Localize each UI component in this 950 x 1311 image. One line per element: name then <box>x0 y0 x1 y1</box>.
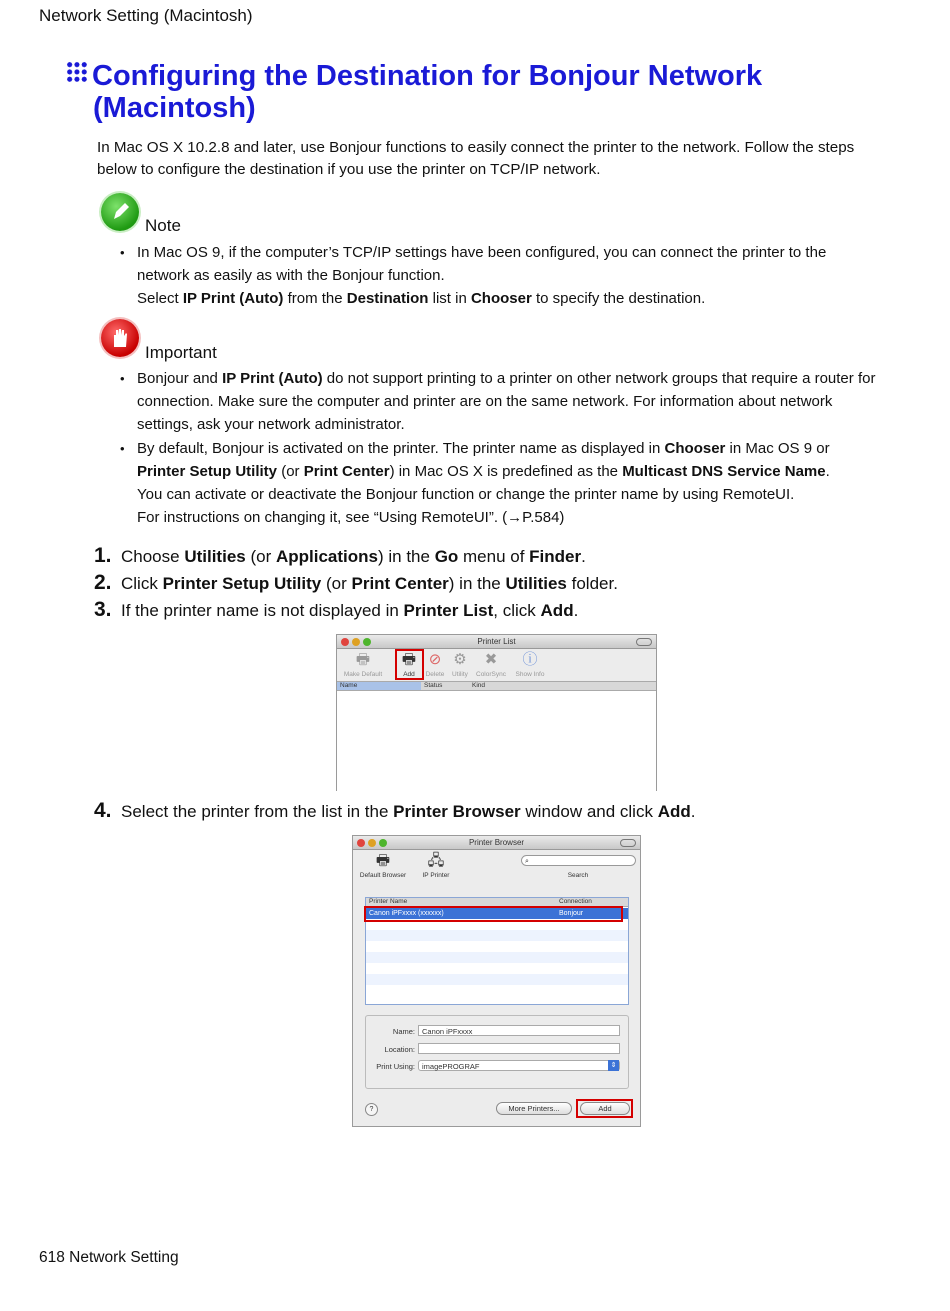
row-connection: Bonjour <box>559 910 584 917</box>
step-number: 1. <box>94 544 112 567</box>
step-1 <box>94 545 586 568</box>
print-using-value: imagePROGRAF <box>422 1062 480 1071</box>
minimize-dot-icon[interactable] <box>368 839 376 847</box>
note-bullet: • In Mac OS 9, if the computer’s TCP/IP settings have been configured, you can connect the printer to the network as easily as with the Bonjour function. Select IP Print (Auto) from the Destination list in Chooser to specify the destination. <box>120 244 827 307</box>
step-text: Choose <box>121 547 185 566</box>
step-text: , click <box>493 601 541 620</box>
more-printers-button[interactable]: More Printers... <box>496 1102 572 1115</box>
step-text: If the printer name is not displayed in <box>121 601 404 620</box>
note-bold: IP Print (Auto) <box>182 290 284 307</box>
column-label: Printer Name <box>369 898 408 905</box>
step-text: ) in the <box>448 574 506 593</box>
step-3 <box>94 599 578 622</box>
toolbar-label: Show Info <box>515 671 545 678</box>
step-2 <box>94 572 618 595</box>
search-label: Search <box>567 872 589 879</box>
important-text: By default, Bonjour is activated on the printer. The printer name as displayed in <box>137 440 665 457</box>
step-bold: Go <box>434 547 459 566</box>
printer-icon: 🖶 <box>375 852 391 869</box>
toolbar-label: IP Printer <box>422 872 450 879</box>
note-label: Note <box>145 216 181 235</box>
print-using-select[interactable] <box>418 1060 620 1071</box>
step-bold: Add <box>657 802 691 821</box>
step-bold: Printer Setup Utility <box>162 574 322 593</box>
note-bold: Destination <box>346 290 429 307</box>
name-label: Name: <box>392 1027 415 1036</box>
important-text: in Mac OS 9 or <box>725 440 830 457</box>
toolbar-toggle-icon[interactable] <box>620 839 636 847</box>
table-row[interactable] <box>366 952 628 963</box>
important-bold: Chooser <box>664 440 726 457</box>
note-text-part: Select <box>137 290 183 307</box>
step-text: . <box>581 547 586 566</box>
close-dot-icon[interactable] <box>357 839 365 847</box>
search-icon: ⌕ <box>525 858 529 865</box>
ip-printer-button[interactable] <box>419 852 453 879</box>
step-number: 3. <box>94 598 112 621</box>
step-bold: Finder <box>529 547 582 566</box>
section-grid-icon <box>66 61 88 83</box>
step-bold: Utilities <box>505 574 567 593</box>
step-text: Select the printer from the list in the <box>121 802 394 821</box>
utility-icon: ⚙ <box>453 651 467 668</box>
help-icon[interactable]: ? <box>365 1103 378 1116</box>
note-text-part: from the <box>283 290 347 307</box>
important-bold: Print Center <box>303 463 390 480</box>
column-status[interactable] <box>421 682 469 691</box>
note-bold: Chooser <box>470 290 532 307</box>
window-titlebar <box>353 836 640 850</box>
step-bold: Add <box>540 601 574 620</box>
important-text: For instructions on changing it, see “Using RemoteUI”. (→P.584) <box>137 509 565 526</box>
minimize-dot-icon[interactable] <box>352 638 360 646</box>
add-button[interactable]: Add <box>580 1102 630 1115</box>
delete-button[interactable] <box>423 651 447 678</box>
info-icon: ⓘ <box>522 651 538 668</box>
delete-icon: ⊘ <box>428 651 442 668</box>
highlight-box <box>576 1099 633 1118</box>
title-line-2: (Macintosh) <box>93 92 256 124</box>
window-title: Printer List <box>477 637 516 646</box>
zoom-dot-icon[interactable] <box>379 839 387 847</box>
location-label: Location: <box>384 1045 415 1054</box>
step-bold: Printer Browser <box>393 802 521 821</box>
pencil-note-icon <box>101 193 139 231</box>
important-text: do not support printing to a printer on other network groups that require a router for connection. Make sure the computer and printer are on the same network. For information about network settings, ask your network administrator. <box>137 370 876 433</box>
step-text: (or <box>321 574 352 593</box>
step-bold: Applications <box>275 547 378 566</box>
important-label: Important <box>145 343 217 362</box>
important-bullet-2: • By default, Bonjour is activated on the printer. The printer name as displayed in Chooser in Mac OS 9 or Printer Setup Utility (or Print Center) in Mac OS X is predefined as the Multicast DNS Service Name. You can activate or deactivate the Bonjour function or change the printer name by using RemoteUI. For instructions on changing it, see “Using RemoteUI”. (→P.584) <box>120 440 830 526</box>
step-text: Click <box>121 574 163 593</box>
step-text: menu of <box>458 547 530 566</box>
printer-list-window <box>336 634 657 791</box>
column-label: Connection <box>559 898 592 905</box>
note-text: In Mac OS 9, if the computer’s TCP/IP settings have been configured, you can connect the printer to the network as easily as with the Bonjour function. <box>137 244 827 284</box>
hand-stop-icon <box>101 319 139 357</box>
toolbar-label: ColorSync <box>476 671 506 678</box>
step-number: 2. <box>94 571 112 594</box>
running-header: Network Setting (Macintosh) <box>39 6 253 25</box>
toolbar-label: Utility <box>452 671 468 678</box>
column-name[interactable] <box>337 682 421 691</box>
page-footer: 618 Network Setting <box>39 1249 179 1266</box>
print-using-label: Print Using: <box>376 1062 415 1071</box>
highlight-box <box>364 906 623 922</box>
zoom-dot-icon[interactable] <box>363 638 371 646</box>
utility-button[interactable] <box>447 651 473 678</box>
title-line-1: Configuring the Destination for Bonjour Network <box>92 60 763 92</box>
important-bold: Printer Setup Utility <box>137 463 278 480</box>
step-text: (or <box>245 547 276 566</box>
show-info-button[interactable] <box>511 651 549 678</box>
printer-list-table[interactable] <box>337 681 656 791</box>
default-browser-button[interactable] <box>356 852 410 879</box>
important-text: (or <box>277 463 304 480</box>
important-bold: Multicast DNS Service Name <box>622 463 826 480</box>
important-text: You can activate or deactivate the Bonjour function or change the printer name by using RemoteUI. <box>137 486 795 503</box>
printer-browser-window <box>352 835 641 1127</box>
colorsync-icon: ✖ <box>484 651 498 668</box>
toolbar-label: Delete <box>425 671 445 678</box>
step-text: folder. <box>566 574 618 593</box>
step-4 <box>94 800 695 823</box>
step-text: . <box>573 601 579 620</box>
highlight-box <box>395 649 424 680</box>
step-bold: Print Center <box>351 574 449 593</box>
important-bold: IP Print (Auto) <box>222 370 323 387</box>
toolbar-label: Default Browser <box>359 872 407 879</box>
important-text: ) in Mac OS X is predefined as the <box>389 463 623 480</box>
step-bold: Printer List <box>403 601 494 620</box>
step-text: window and click <box>520 802 658 821</box>
column-label: Status <box>424 682 443 689</box>
important-text: Bonjour and <box>137 370 223 387</box>
step-bold: Utilities <box>184 547 246 566</box>
table-row[interactable] <box>366 930 628 941</box>
search-input[interactable] <box>521 855 636 866</box>
row-printer-name: Canon iPFxxxx (xxxxxx) <box>369 910 444 917</box>
note-text-part: to specify the destination. <box>531 290 706 307</box>
toolbar-label: Make Default <box>343 671 383 678</box>
name-field[interactable]: Canon iPFxxxx <box>418 1025 620 1036</box>
important-bullet-1: • Bonjour and IP Print (Auto) do not support printing to a printer on other network groups that require a router for connection. Make sure the computer and printer are on the same network. For information about network settings, ask your network administrator. <box>120 370 876 433</box>
step-number: 4. <box>94 799 112 822</box>
step-text: ) in the <box>377 547 435 566</box>
window-titlebar <box>337 635 656 649</box>
table-row[interactable] <box>366 974 628 985</box>
column-kind[interactable] <box>469 682 656 691</box>
section-title <box>66 60 762 124</box>
window-title: Printer Browser <box>468 838 525 847</box>
add-printer-icon: 🖶 <box>401 651 417 668</box>
important-text: . <box>825 463 830 480</box>
colorsync-button[interactable] <box>473 651 509 678</box>
toolbar-label: Add <box>403 671 415 678</box>
make-default-button[interactable] <box>341 651 385 678</box>
column-label: Kind <box>472 682 486 689</box>
printer-icon: 🖶 <box>355 651 371 668</box>
note-text-part: list in <box>428 290 471 307</box>
ip-printer-icon: 🖧 <box>427 852 445 869</box>
toolbar-toggle-icon[interactable] <box>636 638 652 646</box>
close-dot-icon[interactable] <box>341 638 349 646</box>
intro-paragraph: In Mac OS X 10.2.8 and later, use Bonjour functions to easily connect the printer to the network. Follow the steps below to configure the destination if you use the printer on TCP/IP network. <box>97 139 855 178</box>
location-field[interactable] <box>418 1043 620 1054</box>
column-label: Name <box>340 682 358 689</box>
step-text: . <box>690 802 696 821</box>
chevron-updown-icon: ⇕ <box>608 1060 619 1071</box>
